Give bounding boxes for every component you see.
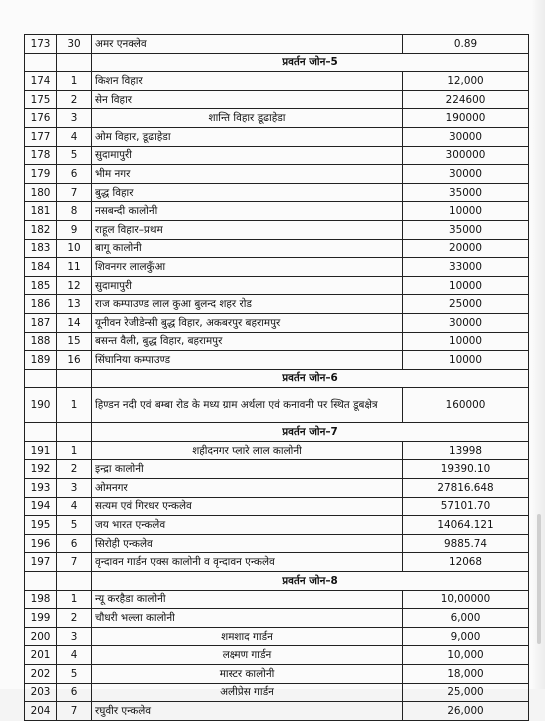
colony-name: शान्ति विहार डूढाहेडा <box>92 109 403 128</box>
area-value: 30000 <box>403 165 529 184</box>
colony-name: बसन्त वैली, बुद्ध विहार, बहरामपुर <box>92 332 403 351</box>
area-value: 0.89 <box>403 35 529 54</box>
empty-cell <box>25 53 57 72</box>
area-value: 30000 <box>403 313 529 332</box>
zone-heading: प्रवर्तन जोन–8 <box>92 572 529 591</box>
table-row <box>25 388 529 423</box>
serial-number: 177 <box>25 127 57 146</box>
serial-number: 197 <box>25 553 57 572</box>
serial-number: 184 <box>25 258 57 277</box>
zone-serial-number: 16 <box>57 351 92 370</box>
empty-cell <box>57 423 92 442</box>
area-value: 35000 <box>403 183 529 202</box>
zone-serial-number: 4 <box>57 646 92 665</box>
serial-number: 195 <box>25 516 57 535</box>
zone-serial-number: 3 <box>57 109 92 128</box>
zone-serial-number: 2 <box>57 460 92 479</box>
empty-cell <box>25 369 57 388</box>
zone-serial-number: 15 <box>57 332 92 351</box>
colony-name: राहूल विहार–प्रथम <box>92 220 403 239</box>
zone-serial-number: 1 <box>57 388 92 423</box>
serial-number: 182 <box>25 220 57 239</box>
empty-cell <box>57 572 92 591</box>
table-row <box>25 295 529 314</box>
serial-number: 204 <box>25 702 57 721</box>
table-row <box>25 183 529 202</box>
zone-serial-number: 3 <box>57 479 92 498</box>
table-row <box>25 590 529 609</box>
area-value: 26,000 <box>403 702 529 721</box>
serial-number: 193 <box>25 479 57 498</box>
colony-name: बुद्ध विहार <box>92 183 403 202</box>
colony-name: किशन विहार <box>92 72 403 91</box>
table-row <box>25 460 529 479</box>
area-value: 35000 <box>403 220 529 239</box>
table-row <box>25 553 529 572</box>
table-row <box>25 351 529 370</box>
zone-serial-number: 8 <box>57 202 92 221</box>
colony-name: सुदामापुरी <box>92 276 403 295</box>
area-value: 33000 <box>403 258 529 277</box>
table-row <box>25 683 529 702</box>
colony-name: भीम नगर <box>92 165 403 184</box>
zone-serial-number: 1 <box>57 441 92 460</box>
table-row <box>25 276 529 295</box>
table-row <box>25 35 529 54</box>
empty-cell <box>25 423 57 442</box>
table-row <box>25 165 529 184</box>
zone-header-row <box>25 423 529 442</box>
area-value: 300000 <box>403 146 529 165</box>
table-row <box>25 646 529 665</box>
area-value: 10000 <box>403 202 529 221</box>
colony-name: शमशाद गार्डन <box>92 627 403 646</box>
colony-name: सिंघानिया कम्पाउण्ड <box>92 351 403 370</box>
area-value: 19390.10 <box>403 460 529 479</box>
zone-serial-number: 10 <box>57 239 92 258</box>
colony-name: शिवनगर लालकुँआ <box>92 258 403 277</box>
table-row <box>25 239 529 258</box>
serial-number: 181 <box>25 202 57 221</box>
table-row <box>25 90 529 109</box>
table-row <box>25 665 529 684</box>
colony-name: रघुवीर एन्कलेव <box>92 702 403 721</box>
table-row <box>25 127 529 146</box>
colony-name: न्यू करहैडा कालोनी <box>92 590 403 609</box>
empty-cell <box>57 53 92 72</box>
area-value: 18,000 <box>403 665 529 684</box>
serial-number: 188 <box>25 332 57 351</box>
zone-header-row <box>25 572 529 591</box>
area-value: 9,000 <box>403 627 529 646</box>
colony-name: सुदामापुरी <box>92 146 403 165</box>
area-value: 6,000 <box>403 609 529 628</box>
table-row <box>25 497 529 516</box>
area-value: 14064.121 <box>403 516 529 535</box>
colony-name: ओम विहार, डूढाहेडा <box>92 127 403 146</box>
area-value: 10,00000 <box>403 590 529 609</box>
area-value: 12,000 <box>403 72 529 91</box>
colony-name: लक्ष्मण गार्डन <box>92 646 403 665</box>
table-row <box>25 516 529 535</box>
table-row <box>25 702 529 721</box>
table-row <box>25 479 529 498</box>
zone-serial-number: 2 <box>57 90 92 109</box>
area-value: 10000 <box>403 351 529 370</box>
serial-number: 176 <box>25 109 57 128</box>
zone-heading: प्रवर्तन जोन–7 <box>92 423 529 442</box>
colony-name: यूनीवन रेजीडेन्सी बुद्ध विहार, अकबरपुर बहरामपुर <box>92 313 403 332</box>
colony-name: मास्टर कालोनी <box>92 665 403 684</box>
colony-table <box>24 34 529 721</box>
serial-number: 201 <box>25 646 57 665</box>
serial-number: 180 <box>25 183 57 202</box>
colony-name: अमर एनक्लेव <box>92 35 403 54</box>
colony-name: हिण्डन नदी एवं बम्बा रोड के मध्य ग्राम अर्थला एवं कनावनी पर स्थित डूबक्षेत्र <box>92 388 403 423</box>
zone-serial-number: 9 <box>57 220 92 239</box>
zone-serial-number: 2 <box>57 609 92 628</box>
table-row <box>25 72 529 91</box>
zone-heading: प्रवर्तन जोन–5 <box>92 53 529 72</box>
area-value: 160000 <box>403 388 529 423</box>
colony-name: ओमनगर <box>92 479 403 498</box>
zone-serial-number: 3 <box>57 627 92 646</box>
table-row <box>25 332 529 351</box>
colony-name: वृन्दावन गार्डन एक्स कालोनी व वृन्दावन एन्कलेव <box>92 553 403 572</box>
area-value: 57101.70 <box>403 497 529 516</box>
serial-number: 179 <box>25 165 57 184</box>
colony-name: चौधरी भल्ला कालोनी <box>92 609 403 628</box>
zone-serial-number: 1 <box>57 72 92 91</box>
table-row <box>25 313 529 332</box>
serial-number: 186 <box>25 295 57 314</box>
serial-number: 191 <box>25 441 57 460</box>
zone-serial-number: 1 <box>57 590 92 609</box>
colony-name: सिरोही एन्कलेव <box>92 534 403 553</box>
serial-number: 202 <box>25 665 57 684</box>
colony-name: शहीदनगर प्लारे लाल कालोनी <box>92 441 403 460</box>
area-value: 224600 <box>403 90 529 109</box>
serial-number: 192 <box>25 460 57 479</box>
colony-name: नसबन्दी कालोनी <box>92 202 403 221</box>
table-row <box>25 146 529 165</box>
zone-serial-number: 7 <box>57 553 92 572</box>
empty-cell <box>25 572 57 591</box>
zone-header-row <box>25 369 529 388</box>
area-value: 30000 <box>403 127 529 146</box>
area-value: 12068 <box>403 553 529 572</box>
area-value: 10000 <box>403 276 529 295</box>
serial-number: 187 <box>25 313 57 332</box>
area-value: 27816.648 <box>403 479 529 498</box>
scrollbar-thumb[interactable] <box>537 514 541 644</box>
table-row <box>25 441 529 460</box>
area-value: 10000 <box>403 332 529 351</box>
table-body <box>25 35 529 721</box>
serial-number: 196 <box>25 534 57 553</box>
table-row <box>25 109 529 128</box>
colony-name: अलीप्रेस गार्डन <box>92 683 403 702</box>
table-row <box>25 258 529 277</box>
empty-cell <box>57 369 92 388</box>
serial-number: 174 <box>25 72 57 91</box>
zone-serial-number: 30 <box>57 35 92 54</box>
serial-number: 189 <box>25 351 57 370</box>
serial-number: 203 <box>25 683 57 702</box>
colony-name: बागू कालोनी <box>92 239 403 258</box>
area-value: 25000 <box>403 295 529 314</box>
zone-serial-number: 13 <box>57 295 92 314</box>
zone-heading: प्रवर्तन जोन–6 <box>92 369 529 388</box>
colony-name: सत्यम एवं गिरधर एन्कलेव <box>92 497 403 516</box>
table-row <box>25 627 529 646</box>
zone-serial-number: 4 <box>57 497 92 516</box>
serial-number: 183 <box>25 239 57 258</box>
area-value: 13998 <box>403 441 529 460</box>
zone-serial-number: 4 <box>57 127 92 146</box>
serial-number: 194 <box>25 497 57 516</box>
zone-serial-number: 12 <box>57 276 92 295</box>
zone-serial-number: 5 <box>57 146 92 165</box>
zone-serial-number: 5 <box>57 516 92 535</box>
serial-number: 198 <box>25 590 57 609</box>
colony-name: सेन विहार <box>92 90 403 109</box>
serial-number: 178 <box>25 146 57 165</box>
area-value: 25,000 <box>403 683 529 702</box>
serial-number: 175 <box>25 90 57 109</box>
serial-number: 199 <box>25 609 57 628</box>
zone-serial-number: 6 <box>57 534 92 553</box>
zone-serial-number: 5 <box>57 665 92 684</box>
zone-serial-number: 7 <box>57 702 92 721</box>
colony-name: राज कम्पाउण्ड लाल कुआ बुलन्द शहर रोड <box>92 295 403 314</box>
colony-name: जय भारत एन्कलेव <box>92 516 403 535</box>
serial-number: 173 <box>25 35 57 54</box>
zone-serial-number: 6 <box>57 165 92 184</box>
serial-number: 200 <box>25 627 57 646</box>
zone-serial-number: 6 <box>57 683 92 702</box>
table-row <box>25 609 529 628</box>
serial-number: 185 <box>25 276 57 295</box>
area-value: 9885.74 <box>403 534 529 553</box>
serial-number: 190 <box>25 388 57 423</box>
colony-name: इन्द्रा कालोनी <box>92 460 403 479</box>
table-row <box>25 202 529 221</box>
area-value: 10,000 <box>403 646 529 665</box>
table-row <box>25 534 529 553</box>
zone-serial-number: 7 <box>57 183 92 202</box>
area-value: 20000 <box>403 239 529 258</box>
table-row <box>25 220 529 239</box>
zone-header-row <box>25 53 529 72</box>
zone-serial-number: 14 <box>57 313 92 332</box>
area-value: 190000 <box>403 109 529 128</box>
zone-serial-number: 11 <box>57 258 92 277</box>
